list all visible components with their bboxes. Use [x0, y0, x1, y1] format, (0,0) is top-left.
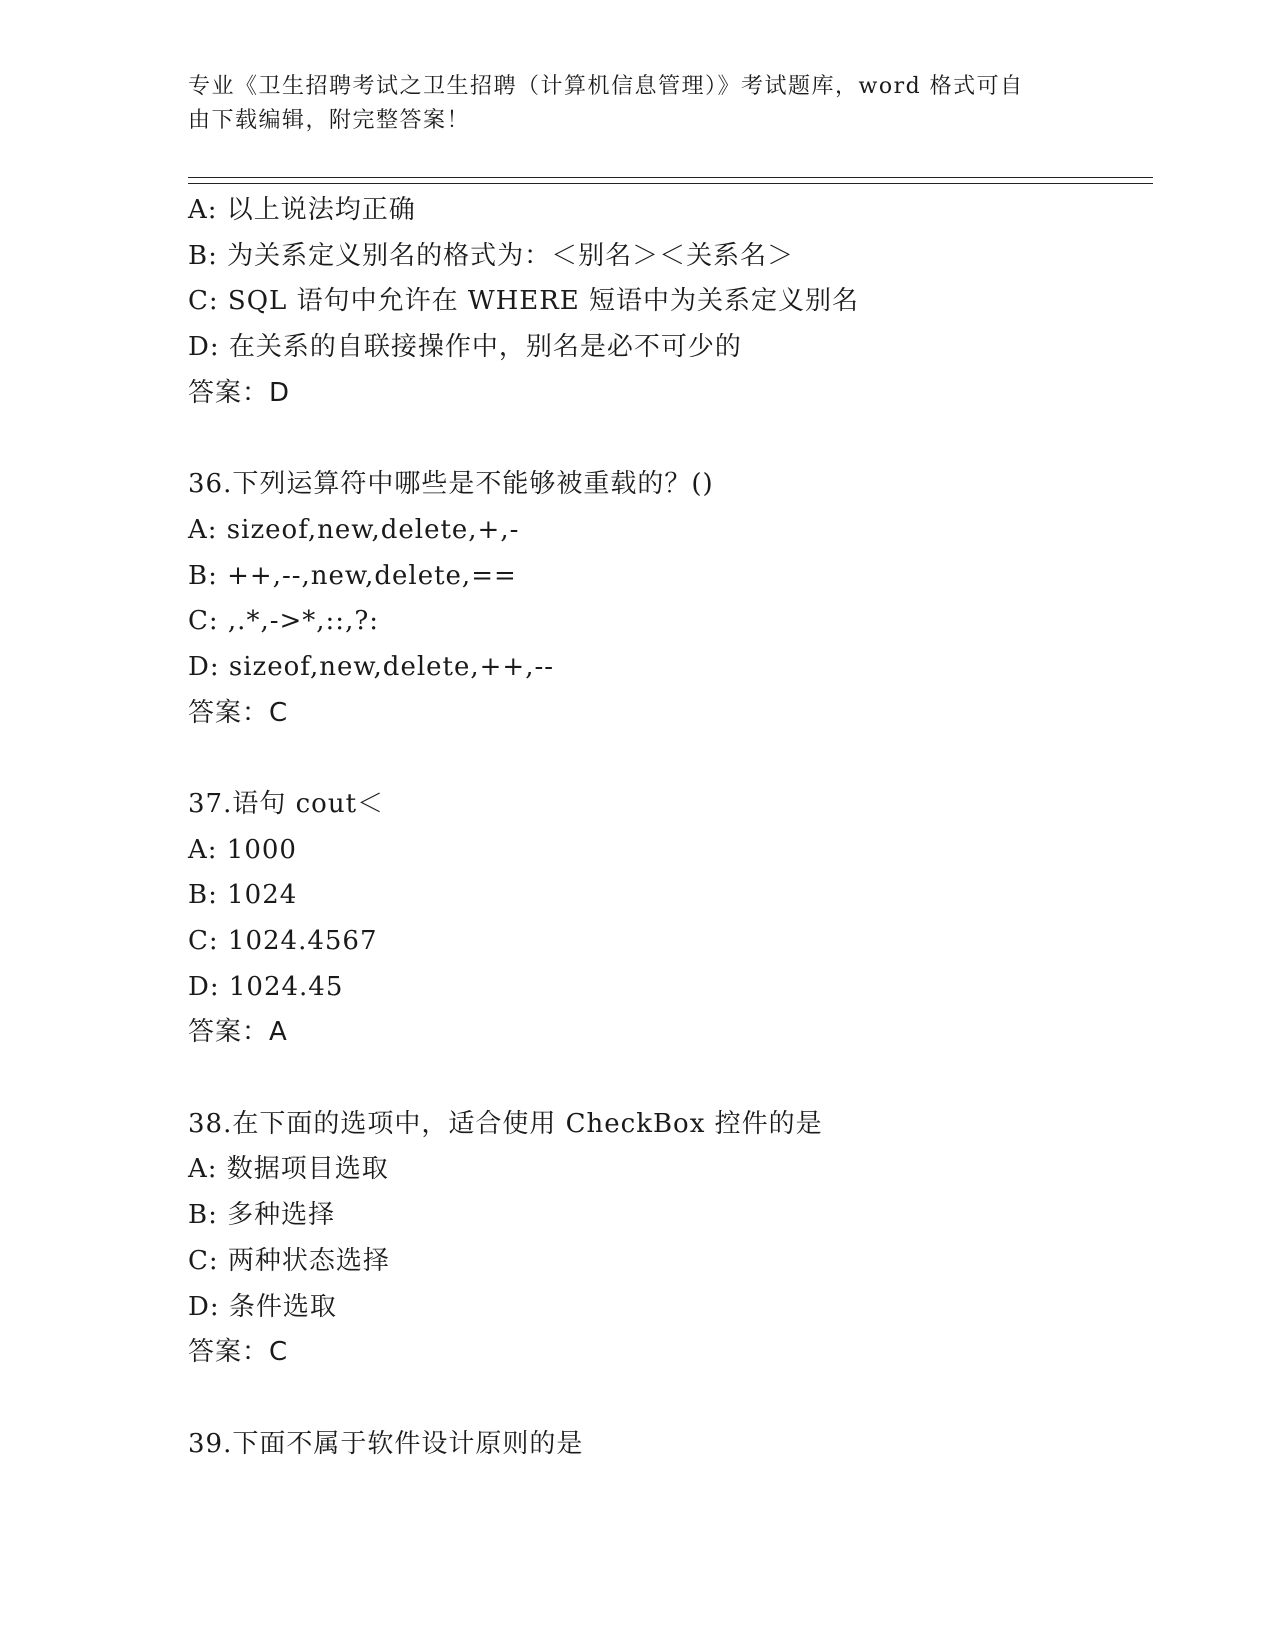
- question-text: 39.下面不属于软件设计原则的是: [188, 1428, 584, 1459]
- header-divider-bottom: [188, 183, 1153, 184]
- answer-label: 答案：C: [188, 697, 289, 728]
- question-block-37: [188, 782, 1153, 1056]
- option-a: A: sizeof,new,delete,+,-: [188, 514, 520, 545]
- option-b: B: 多种选择: [188, 1200, 336, 1231]
- question-block-39: [188, 1422, 1153, 1468]
- spacer: [188, 736, 1153, 782]
- question-text: 38.在下面的选项中，适合使用 CheckBox 控件的是: [188, 1108, 823, 1139]
- question-block-38: [188, 1102, 1153, 1376]
- answer-label: 答案：C: [188, 1337, 289, 1368]
- answer-label: 答案：A: [188, 1017, 288, 1048]
- option-a: A: 1000: [188, 834, 297, 865]
- option-d: D: 条件选取: [188, 1291, 337, 1322]
- question-text: 37.语句 cout＜: [188, 788, 385, 819]
- question-text: 36.下列运算符中哪些是不能够被重载的？(): [188, 469, 714, 500]
- option-b: B: 1024: [188, 880, 298, 911]
- answer-label: 答案：D: [188, 377, 291, 408]
- option-c: C: SQL 语句中允许在 WHERE 短语中为关系定义别名: [188, 286, 860, 317]
- option-d: D: 1024.45: [188, 971, 344, 1002]
- header-line-2: 由下载编辑，附完整答案！: [188, 108, 471, 133]
- option-c: C: 两种状态选择: [188, 1245, 390, 1276]
- spacer: [188, 416, 1153, 462]
- option-b: B: 为关系定义别名的格式为：＜别名＞＜关系名＞: [188, 240, 795, 271]
- question-list: [188, 188, 1153, 1467]
- option-c: C: 1024.4567: [188, 926, 378, 956]
- header-line-1: 专业《卫生招聘考试之卫生招聘（计算机信息管理）》考试题库，word 格式可自: [188, 74, 1024, 99]
- spacer: [188, 1376, 1153, 1422]
- option-d: D: 在关系的自联接操作中，别名是必不可少的: [188, 332, 742, 363]
- question-block-35: [188, 188, 1153, 416]
- spacer: [188, 1056, 1153, 1102]
- document-header: [188, 70, 1078, 138]
- option-b: B: ++,--,new,delete,==: [188, 560, 517, 591]
- option-a: A: 以上说法均正确: [188, 195, 416, 225]
- question-block-36: [188, 462, 1153, 736]
- option-c: C: ,.*,->*,::,?:: [188, 606, 380, 637]
- option-a: A: 数据项目选取: [188, 1154, 389, 1185]
- option-d: D: sizeof,new,delete,++,--: [188, 651, 555, 682]
- header-divider-top: [188, 177, 1153, 178]
